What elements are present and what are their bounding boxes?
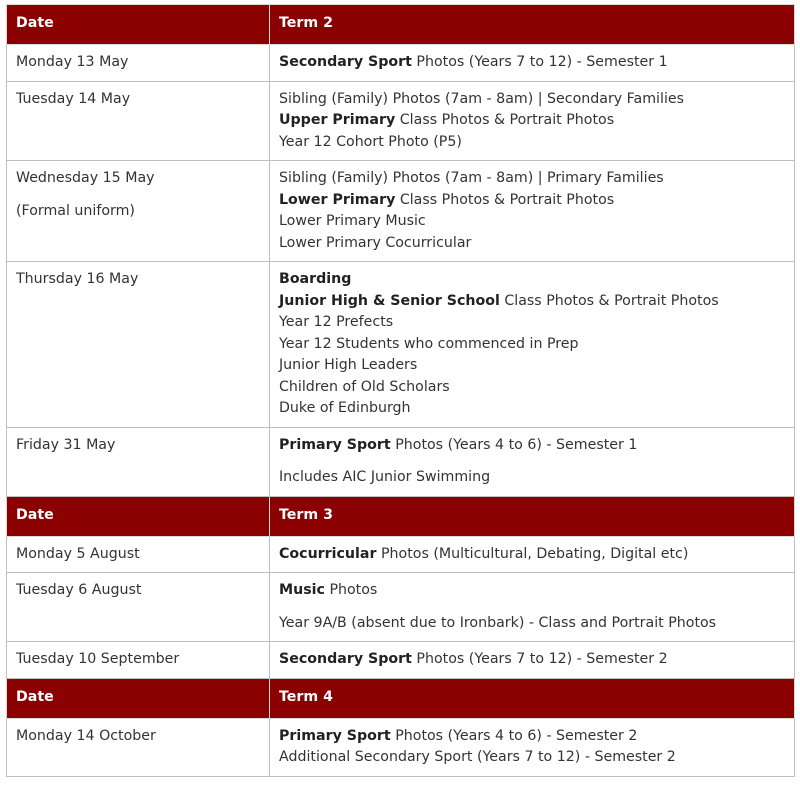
event-detail: Photos (Years 7 to 12) - Semester 2 [411, 651, 668, 667]
date-cell [7, 573, 270, 642]
term-column-header: Term 4 [270, 678, 795, 718]
event-line [279, 377, 786, 399]
term-column-header: Term 2 [270, 5, 795, 45]
event-detail: Photos (Years 4 to 6) - Semester 2 [390, 727, 638, 744]
schedule-row [7, 262, 795, 428]
event-group-name: Lower Primary [279, 191, 396, 208]
schedule-row [7, 45, 795, 82]
event-line [279, 467, 786, 489]
event-date: Wednesday 15 May [16, 170, 155, 186]
event-line [279, 398, 786, 420]
photo-schedule-table [6, 4, 795, 777]
event-line [279, 312, 786, 334]
event-date: Monday 13 May [16, 54, 129, 70]
event-group-name: Cocurricular [279, 545, 377, 562]
event-line [279, 613, 786, 635]
term-header-row [7, 496, 795, 536]
event-detail: Additional Secondary Sport (Years 7 to 12) - Semester 2 [279, 749, 676, 765]
event-detail: Photos [324, 582, 378, 598]
schedule-row [7, 81, 795, 161]
event-line [279, 89, 786, 111]
event-group-name: Upper Primary [279, 112, 396, 128]
date-cell [7, 427, 270, 496]
event-detail: Duke of Edinburgh [279, 400, 411, 416]
event-detail: Photos (Years 7 to 12) - Semester 1 [411, 54, 668, 70]
schedule-row [7, 573, 795, 642]
event-line [279, 132, 786, 154]
schedule-row [7, 718, 795, 776]
events-cell [270, 427, 795, 496]
date-cell [7, 262, 270, 428]
event-line [279, 269, 786, 291]
events-cell [270, 536, 795, 573]
events-cell [270, 161, 795, 262]
schedule-row [7, 161, 795, 262]
events-cell [270, 573, 795, 642]
events-cell [270, 262, 795, 428]
event-group-name: Junior High & Senior School [279, 292, 500, 309]
schedule-row [7, 427, 795, 496]
event-group-name: Music [279, 582, 325, 598]
event-group-name: Primary Sport [279, 727, 391, 744]
event-date: Tuesday 6 August [16, 582, 142, 598]
event-line [279, 52, 786, 74]
date-cell [7, 81, 270, 161]
event-detail: Year 12 Students who commenced in Prep [279, 335, 579, 352]
events-cell [270, 642, 795, 679]
event-date: Monday 14 October [16, 727, 156, 744]
event-date: Thursday 16 May [16, 271, 139, 287]
events-cell [270, 81, 795, 161]
event-date: Monday 5 August [16, 545, 140, 562]
event-detail: Class Photos & Portrait Photos [499, 292, 719, 309]
date-cell [7, 45, 270, 82]
events-cell [270, 45, 795, 82]
event-line [279, 355, 786, 377]
events-cell [270, 718, 795, 776]
date-column-header: Date [7, 5, 270, 45]
event-date: Tuesday 14 May [16, 90, 131, 107]
term-column-header: Term 3 [270, 496, 795, 536]
event-line [279, 110, 786, 132]
event-detail: Photos (Years 4 to 6) - Semester 1 [390, 436, 638, 453]
event-group-name: Boarding [279, 271, 352, 287]
event-date: Tuesday 10 September [16, 651, 180, 667]
schedule-row [7, 642, 795, 679]
event-line [279, 190, 786, 212]
event-detail: Year 12 Prefects [279, 314, 394, 330]
date-cell [7, 718, 270, 776]
event-detail: Lower Primary Cocurricular [279, 234, 472, 251]
event-group-name: Secondary Sport [279, 54, 412, 70]
event-line [279, 580, 786, 602]
event-detail: Photos (Multicultural, Debating, Digital etc) [376, 545, 689, 562]
event-line [279, 747, 786, 769]
schedule-row [7, 536, 795, 573]
event-line [279, 233, 786, 255]
event-detail: Year 9A/B (absent due to Ironbark) - Class and Portrait Photos [279, 614, 717, 631]
event-detail: Children of Old Scholars [279, 378, 450, 395]
event-line [279, 168, 786, 190]
event-detail: Lower Primary Music [279, 213, 426, 229]
date-cell [7, 536, 270, 573]
event-line [279, 726, 786, 748]
event-detail: Year 12 Cohort Photo (P5) [279, 133, 462, 150]
event-detail: Includes AIC Junior Swimming [279, 469, 491, 485]
event-line [279, 291, 786, 313]
event-detail: Class Photos & Portrait Photos [395, 112, 615, 128]
event-date: Friday 31 May [16, 436, 116, 453]
term-header-row [7, 678, 795, 718]
date-column-header: Date [7, 496, 270, 536]
date-cell [7, 642, 270, 679]
event-detail: Sibling (Family) Photos (7am - 8am) | Secondary Families [279, 90, 684, 107]
date-cell [7, 161, 270, 262]
event-line [279, 211, 786, 233]
event-group-name: Secondary Sport [279, 651, 412, 667]
schedule-body [7, 5, 795, 777]
event-group-name: Primary Sport [279, 436, 391, 453]
event-line [279, 435, 786, 457]
term-header-row [7, 5, 795, 45]
event-line [279, 334, 786, 356]
event-line [279, 649, 786, 671]
date-note: (Formal uniform) [16, 202, 135, 219]
event-line [279, 544, 786, 566]
event-detail: Sibling (Family) Photos (7am - 8am) | Primary Families [279, 170, 664, 186]
event-detail: Junior High Leaders [279, 357, 418, 373]
date-column-header: Date [7, 678, 270, 718]
event-detail: Class Photos & Portrait Photos [395, 191, 615, 208]
